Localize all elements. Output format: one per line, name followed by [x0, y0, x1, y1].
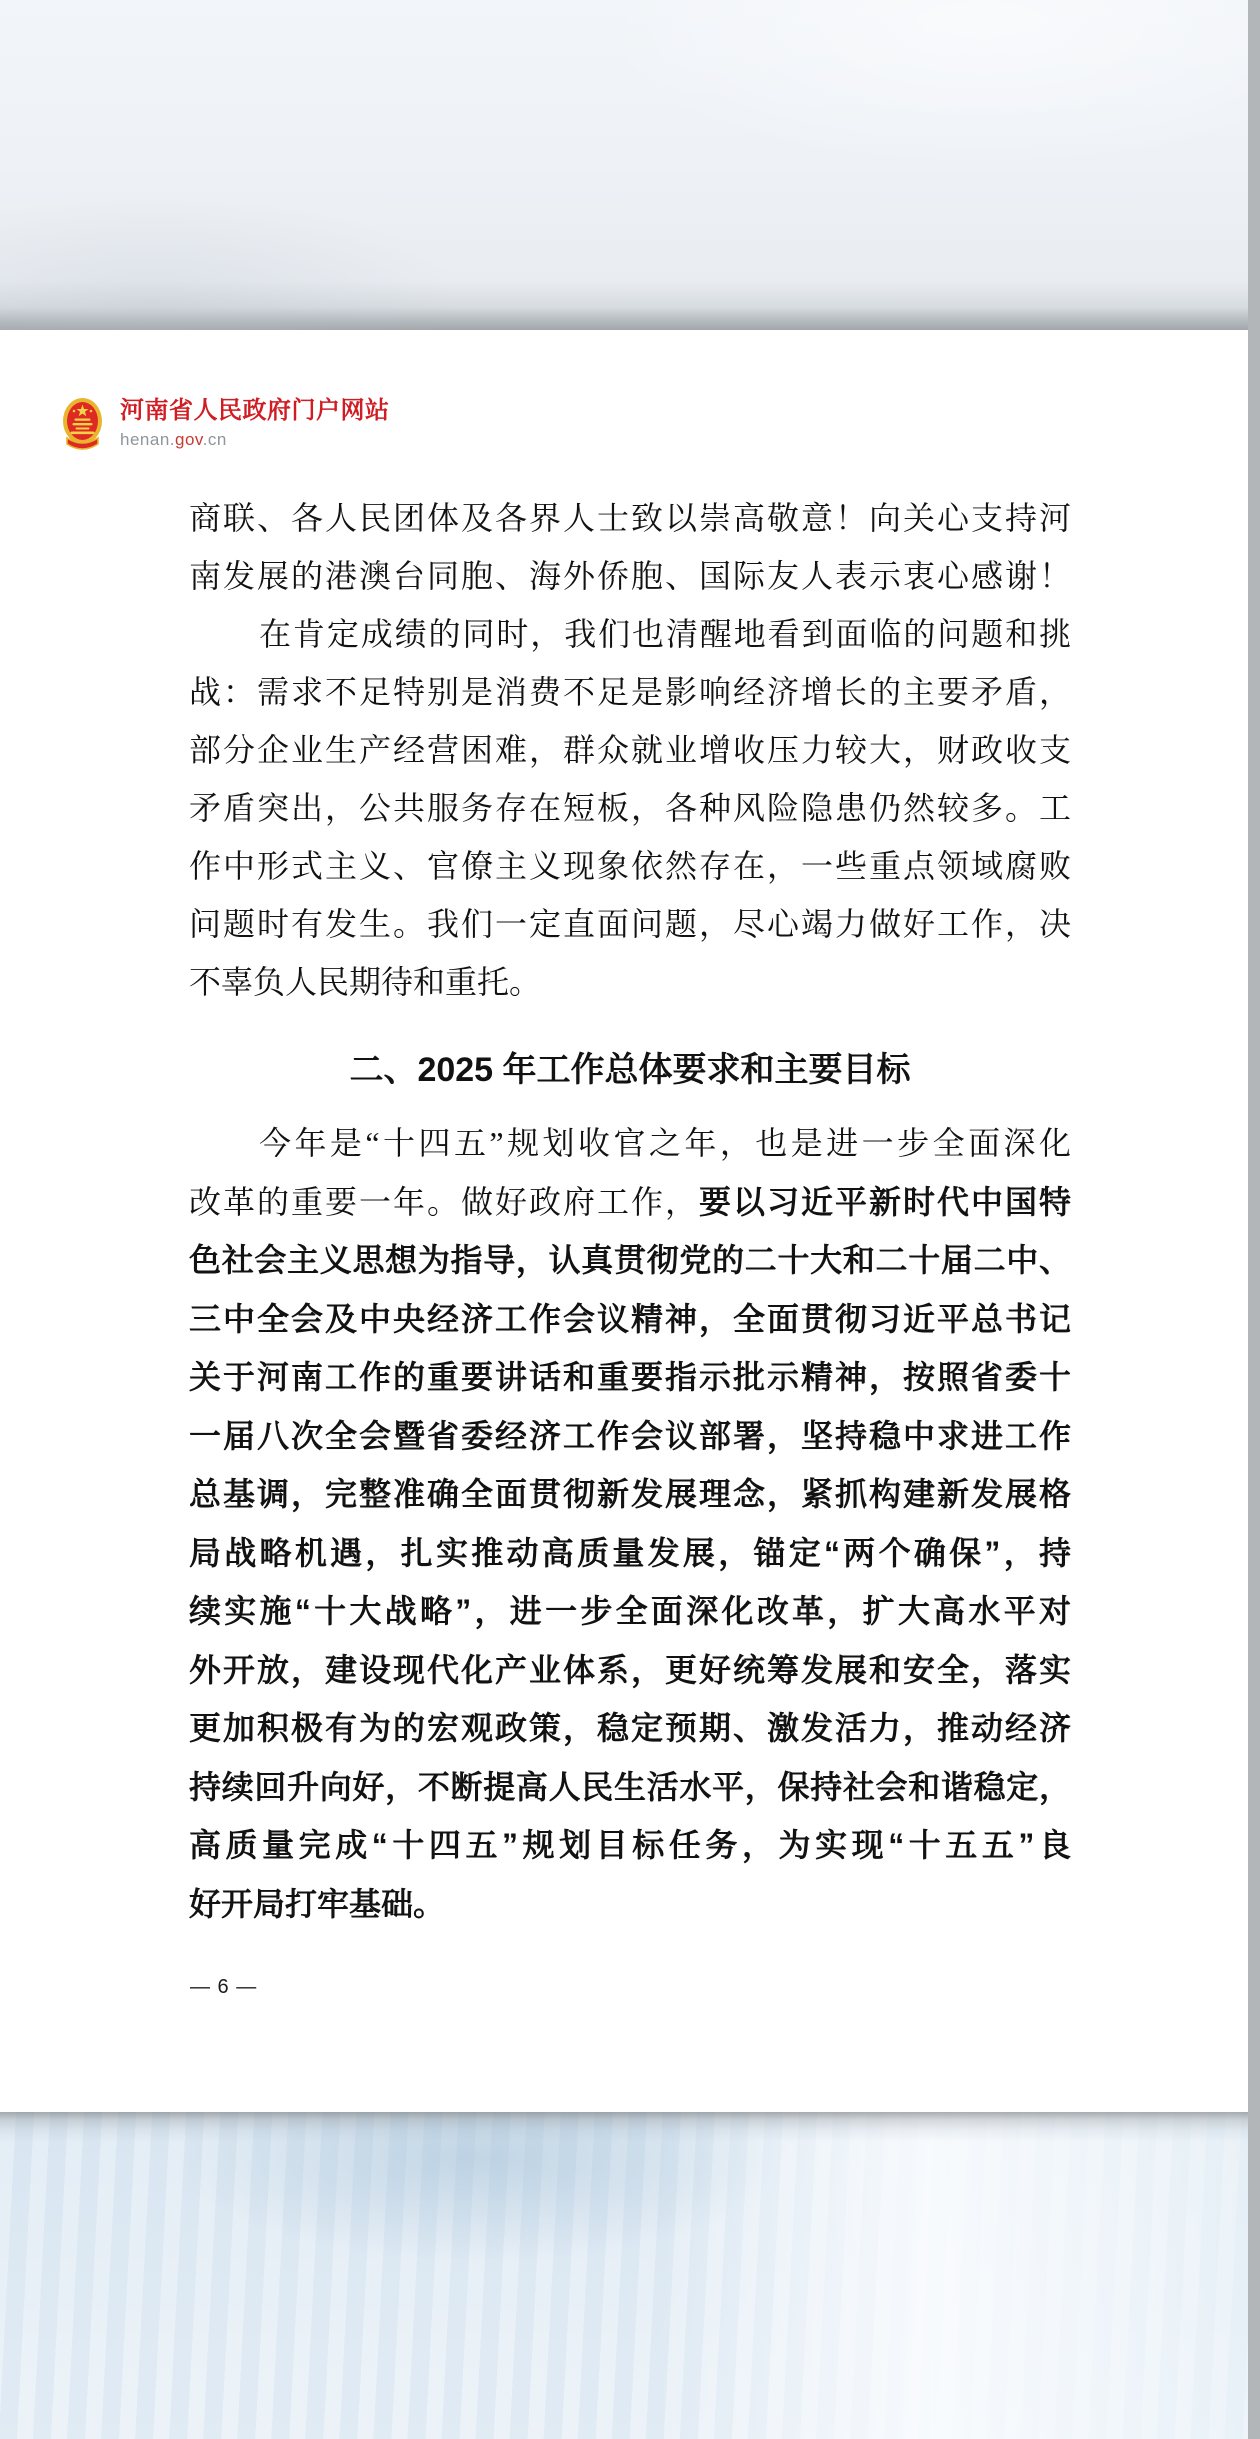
text-line: 更加积极有为的宏观政策，稳定预期、激发活力，推动经济: [189, 1710, 1071, 1746]
text-line: 矛盾突出，公共服务存在短板，各种风险隐患仍然较多。工: [189, 790, 1071, 826]
text-line: 外开放，建设现代化产业体系，更好统筹发展和安全，落实: [189, 1651, 1071, 1688]
text-line: 一届八次全会暨省委经济工作会议部署，坚持稳中求进工作: [189, 1417, 1071, 1454]
text-line: 好开局打牢基础。: [189, 1885, 446, 1922]
text-line: 不辜负人民期待和重托。: [189, 964, 542, 1000]
text-line: 三中全会及中央经济工作会议精神，全面贯彻习近平总书记: [189, 1300, 1071, 1337]
domain-prefix: henan.: [120, 430, 175, 449]
text-line: 高质量完成“十四五”规划目标任务，为实现“十五五”良: [189, 1827, 1071, 1863]
text-line: 总基调，完整准确全面贯彻新发展理念，紧抓构建新发展格: [189, 1476, 1071, 1512]
text-line: 在肯定成绩的同时，我们也清醒地看到面临的问题和挑: [259, 616, 1071, 652]
text-line: 持续回升向好，不断提高人民生活水平，保持社会和谐稳定，: [189, 1768, 1071, 1805]
page-number: — 6 —: [190, 1976, 258, 1998]
page-background-top: [0, 0, 1260, 330]
scrollbar-track[interactable]: [1248, 0, 1260, 2439]
text-line: 局战略机遇，扎实推动高质量发展，锚定“两个确保”，持: [189, 1534, 1071, 1571]
text-line: 部分企业生产经营困难，群众就业增收压力较大，财政收支: [189, 732, 1071, 768]
paragraph-2025-overall-requirements: [189, 1114, 1071, 1933]
text-line: 关于河南工作的重要讲话和重要指示批示精神，按照省委十: [189, 1359, 1071, 1395]
china-national-emblem-icon: [62, 396, 103, 452]
section-heading: 二、2025 年工作总体要求和主要目标: [349, 1051, 911, 1089]
text-line: 改革的重要一年。做好政府工作，要以习近平新时代中国特: [189, 1183, 1071, 1220]
text-line: 今年是“十四五”规划收官之年，也是进一步全面深化: [259, 1125, 1071, 1161]
text-line: 续实施“十大战略”，进一步全面深化改革，扩大高水平对: [189, 1593, 1071, 1629]
site-name[interactable]: 河南省人民政府门户网站: [120, 397, 390, 424]
text-line: 南发展的港澳台同胞、海外侨胞、国际友人表示衷心感谢！: [189, 558, 1071, 594]
domain-gov: gov: [175, 430, 203, 449]
domain-suffix: .cn: [202, 430, 227, 449]
text-line: 战：需求不足特别是消费不足是影响经济增长的主要矛盾，: [189, 674, 1071, 710]
text-line: 色社会主义思想为指导，认真贯彻党的二十大和二十届二中、: [189, 1242, 1071, 1278]
site-title-block: [120, 396, 390, 452]
text-line: 问题时有发生。我们一定直面问题，尽心竭力做好工作，决: [189, 906, 1071, 942]
text-line: 商联、各人民团体及各界人士致以崇高敬意！向关心支持河: [189, 500, 1071, 536]
site-header: [62, 396, 390, 452]
site-domain: [120, 430, 390, 450]
page-background-bottom: [0, 2112, 1260, 2439]
paragraph-achievements-and-problems: [189, 489, 1071, 1011]
text-line: 作中形式主义、官僚主义现象依然存在，一些重点领域腐败: [189, 848, 1071, 884]
